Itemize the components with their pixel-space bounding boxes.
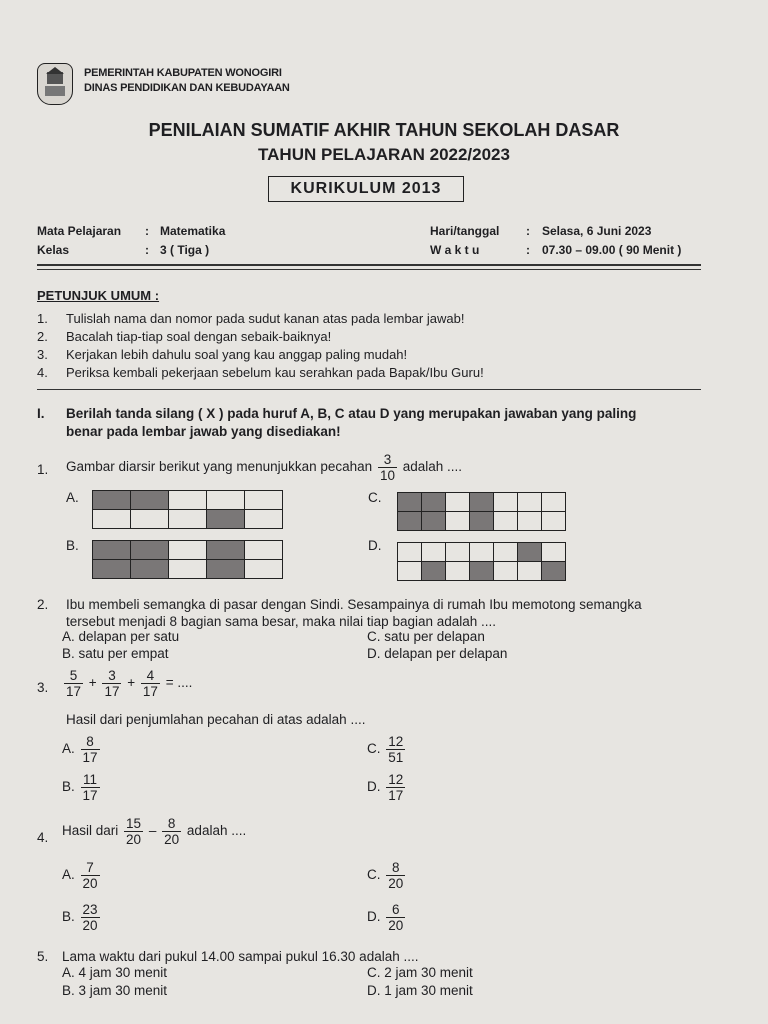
q3-option-d[interactable]: D. $\frac{12}{17}$: [367, 772, 404, 803]
q3-option-b[interactable]: B. $\frac{11}{17}$: [62, 772, 98, 803]
regency-logo: [37, 63, 73, 105]
q1-figure-d[interactable]: [397, 542, 566, 581]
section-instruction-line2: benar pada lembar jawab yang disediakan!: [66, 424, 341, 439]
q3-option-c[interactable]: C. $\frac{12}{51}$: [367, 734, 404, 765]
instruction-item: 2. Bacalah tiap-tiap soal dengan sebaik-baiknya!: [37, 329, 332, 344]
q5-option-b[interactable]: B. 3 jam 30 menit: [62, 983, 168, 998]
instructions-heading: PETUNJUK UMUM :: [37, 288, 160, 303]
exam-title: PENILAIAN SUMATIF AKHIR TAHUN SEKOLAH DASAR: [148, 120, 620, 140]
section-number: I.: [37, 406, 45, 421]
class-value: 3 ( Tiga ): [160, 243, 210, 257]
q4-option-c[interactable]: C. $\frac{8}{20}$: [367, 860, 404, 891]
divider: [37, 269, 701, 270]
colon: :: [145, 243, 149, 257]
colon: :: [145, 224, 149, 238]
divider: [37, 389, 701, 390]
subject-label: Mata Pelajaran: [37, 224, 122, 238]
date-value: Selasa, 6 Juni 2023: [542, 224, 652, 238]
q2-option-b[interactable]: B. satu per empat: [62, 646, 169, 661]
q5-number: 5.: [37, 949, 49, 964]
option-label-c[interactable]: C.: [368, 490, 382, 505]
q4-option-a[interactable]: A. $\frac{7}{20}$: [62, 860, 98, 891]
q1-number: 1.: [37, 462, 49, 477]
time-value: 07.30 – 09.00 ( 90 Menit ): [542, 243, 682, 257]
fraction: $\frac{3}{10}$: [379, 452, 395, 483]
option-label-a[interactable]: A.: [66, 490, 79, 505]
q2-option-d[interactable]: D. delapan per delapan: [367, 646, 508, 661]
colon: :: [526, 224, 530, 238]
q3-stem: Hasil dari penjumlahan pecahan di atas adalah ....: [66, 712, 366, 727]
instruction-item: 3. Kerjakan lebih dahulu soal yang kau anggap paling mudah!: [37, 347, 408, 362]
agency-name: [84, 66, 290, 96]
q4-number: 4.: [37, 830, 49, 845]
curriculum-box: KURIKULUM 2013: [268, 176, 464, 202]
q4-stem: Hasil dari $\frac{15}{20}$ – $\frac{8}{20}$ adalah ....: [62, 816, 247, 847]
academic-year: TAHUN PELAJARAN 2022/2023: [258, 145, 510, 164]
q2-stem-line2: tersebut menjadi 8 bagian sama besar, maka nilai tiap bagian adalah ....: [66, 614, 497, 629]
q5-stem: Lama waktu dari pukul 14.00 sampai pukul 16.30 adalah ....: [62, 949, 419, 964]
q5-option-d[interactable]: D. 1 jam 30 menit: [367, 983, 473, 998]
instruction-item: 1. Tulislah nama dan nomor pada sudut kanan atas pada lembar jawab!: [37, 311, 465, 326]
q1-figure-b[interactable]: [92, 540, 283, 579]
q3-expression: $\frac{5}{17}$ + $\frac{3}{17}$ + $\frac{4}{17}$ = ....: [66, 668, 193, 699]
subject-value: Matematika: [160, 224, 226, 238]
q4-option-d[interactable]: D. $\frac{6}{20}$: [367, 902, 404, 933]
class-label: Kelas: [37, 243, 70, 257]
time-label: W a k t u: [430, 243, 480, 257]
option-label-d[interactable]: D.: [368, 538, 382, 553]
q5-option-a[interactable]: A. 4 jam 30 menit: [62, 965, 168, 980]
q2-option-c[interactable]: C. satu per delapan: [367, 629, 485, 644]
divider: [37, 264, 701, 266]
q2-option-a[interactable]: A. delapan per satu: [62, 629, 180, 644]
agency-line-2: DINAS PENDIDIKAN DAN KEBUDAYAAN: [84, 82, 290, 94]
section-instruction-line1: Berilah tanda silang ( X ) pada huruf A, B, C atau D yang merupakan jawaban yang paling: [66, 406, 637, 421]
q2-number: 2.: [37, 597, 49, 612]
q1-figure-a[interactable]: [92, 490, 283, 529]
emblem-icon: [38, 64, 72, 104]
q1-figure-c[interactable]: [397, 492, 566, 531]
q5-option-c[interactable]: C. 2 jam 30 menit: [367, 965, 473, 980]
colon: :: [526, 243, 530, 257]
q4-option-b[interactable]: B. $\frac{23}{20}$: [62, 902, 98, 933]
q2-stem-line1: Ibu membeli semangka di pasar dengan Sindi. Sesampainya di rumah Ibu memotong semangka: [66, 597, 642, 612]
instruction-item: 4. Periksa kembali pekerjaan sebelum kau serahkan pada Bapak/Ibu Guru!: [37, 365, 484, 380]
q3-number: 3.: [37, 680, 49, 695]
agency-line-1: PEMERINTAH KABUPATEN WONOGIRI: [84, 67, 282, 79]
q3-option-a[interactable]: A. $\frac{8}{17}$: [62, 734, 98, 765]
q1-stem: Gambar diarsir berikut yang menunjukkan pecahan $\frac{3}{10}$ adalah ....: [66, 452, 463, 483]
date-label: Hari/tanggal: [430, 224, 500, 238]
option-label-b[interactable]: B.: [66, 538, 79, 553]
